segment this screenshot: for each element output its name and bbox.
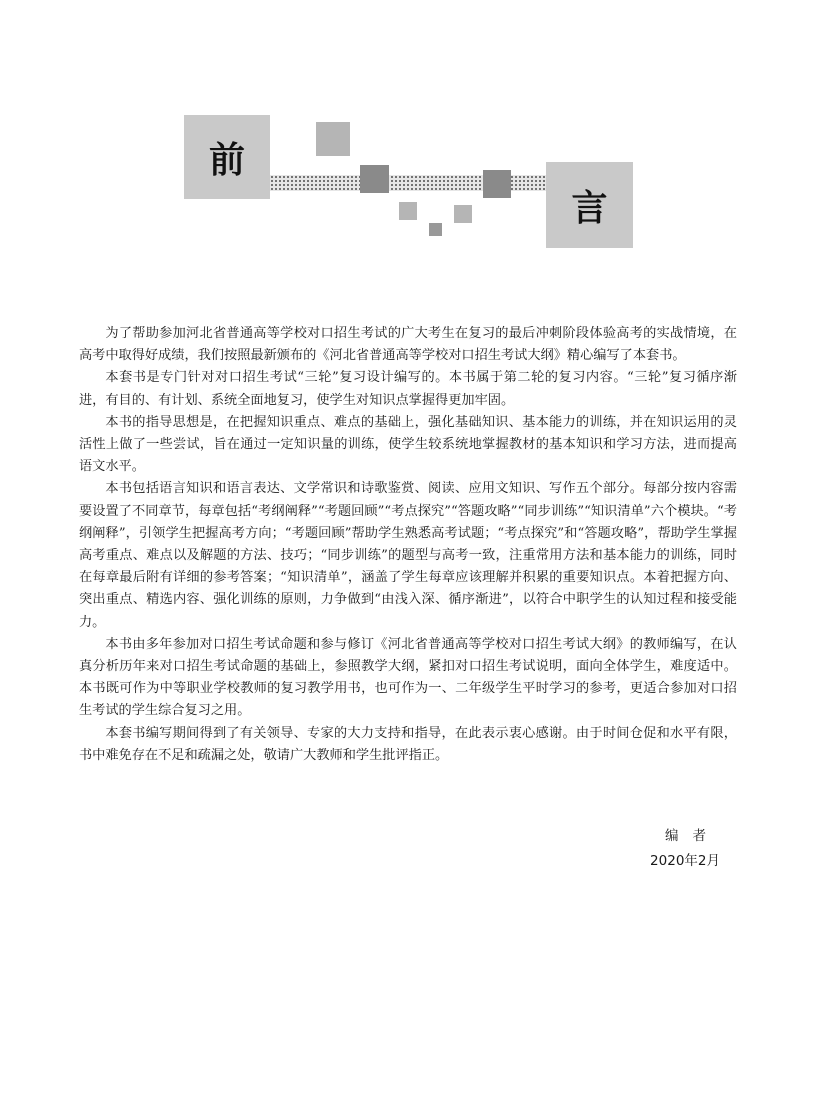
- title-char-qian: 前: [208, 139, 245, 181]
- paragraph: 本书由多年参加对口招生考试命题和参与修订《河北省普通高等学校对口招生考试大纲》的教师编写，在认真分析历年来对口招生考试命题的基础上，参照教学大纲，紧扣对口招生考试说明，面向全体学生，难度适中。本书既可作为中等职业学校教师的复习教学用书，也可作为一、二年级学生平时学习的参考，更适合参加对口招生考试的学生综合复习之用。: [79, 636, 737, 719]
- paragraph: 本书包括语言知识和语言表达、文学常识和诗歌鉴赏、阅读、应用文知识、写作五个部分。每部分按内容需要设置了不同章节，每章包括“考纲阐释”“考题回顾”“考点探究”“答题攻略”“同步训练”“知识清单”六个模块。“考纲阐释”，引领学生把握高考方向；“考题回顾”帮助学生熟悉高考试题；“考点探究”和“答题攻略”，帮助学生掌握高考重点、难点以及解题的方法、技巧；“同步训练”的题型与高考一致，注重常用方法和基本能力的训练，同时在每章最后附有详细的参考答案；“知识清单”，涵盖了学生每章应该理解并积累的重要知识点。本着把握方向、突出重点、精选内容、强化训练的原则，力争做到“由浅入深、循序渐进”，以符合中职学生的认知过程和接受能力。: [79, 481, 737, 630]
- signature-date: 2020年2月: [650, 853, 720, 869]
- title-box-qian: [184, 115, 270, 199]
- title-char-yan: 言: [571, 187, 608, 229]
- deco-square: [316, 122, 350, 156]
- title-decoration: [0, 0, 816, 260]
- paragraph: 为了帮助参加河北省普通高等学校对口招生考试的广大考生在复习的最后冲刺阶段体验高考的实战情境，在高考中取得好成绩，我们按照最新颁布的《河北省普通高等学校对口招生考试大纲》精心编写了本套书。: [79, 326, 737, 364]
- deco-square: [454, 205, 472, 223]
- preface-body: [79, 323, 737, 767]
- deco-square: [483, 170, 511, 198]
- deco-square: [429, 223, 442, 236]
- title-box-yan: [546, 162, 633, 248]
- paragraph: 本书的指导思想是，在把握知识重点、难点的基础上，强化基础知识、基本能力的训练，并在知识运用的灵活性上做了一些尝试，旨在通过一定知识量的训练，使学生较系统地掌握教材的基本知识和学习方法，进而提高语文水平。: [79, 414, 737, 475]
- deco-square: [399, 202, 417, 220]
- deco-square: [360, 165, 389, 193]
- signature-author: 编者: [665, 828, 720, 844]
- paragraph: 本套书是专门针对对口招生考试“三轮”复习设计编写的。本书属于第二轮的复习内容。“三轮”复习循序渐进，有目的、有计划、系统全面地复习，使学生对知识点掌握得更加牢固。: [79, 370, 737, 408]
- paragraph: 本套书编写期间得到了有关领导、专家的大力支持和指导，在此表示衷心感谢。由于时间仓促和水平有限，书中难免存在不足和疏漏之处，敬请广大教师和学生批评指正。: [79, 725, 737, 763]
